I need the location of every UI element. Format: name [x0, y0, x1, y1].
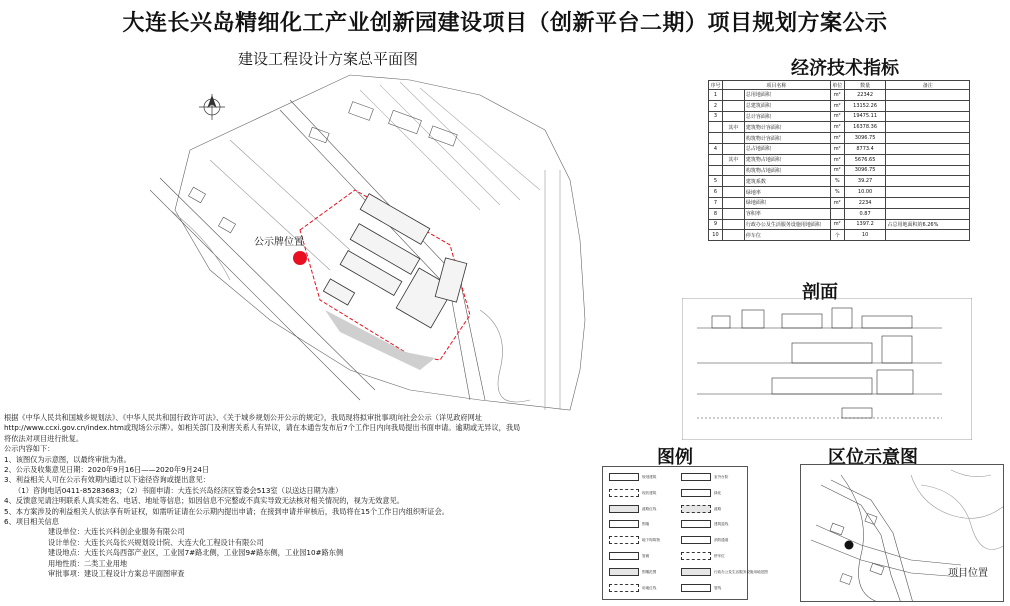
- legend-label: 行政办公及生活服务设施用地范围: [714, 569, 768, 574]
- legend-symbol: [681, 489, 711, 497]
- notice-line: 将依法对项目进行批复。: [4, 433, 84, 443]
- legend-label: 管廊: [642, 554, 650, 558]
- legend-label: 消防通道: [714, 538, 729, 543]
- notice-subitem: （1）咨询电话0411-85283683；（2）书面申请：大连长兴岛经济区管委会513室（以送达日期为准）: [14, 485, 343, 495]
- notice-board-marker: [293, 251, 307, 265]
- row-no-cell: [709, 122, 723, 133]
- row-sub-cell: [722, 100, 744, 111]
- row-name-cell: 绿地率: [744, 187, 830, 198]
- table-row: [709, 154, 970, 165]
- table-row: [709, 100, 970, 111]
- row-no-cell: 10: [709, 230, 723, 241]
- table-row: [709, 143, 970, 154]
- row-sub-cell: [722, 143, 744, 154]
- public-notice-text: [4, 413, 604, 580]
- row-no-cell: 5: [709, 176, 723, 187]
- legend-symbol: [609, 520, 639, 528]
- row-name-cell: 停车位: [744, 230, 830, 241]
- row-remark-cell: [886, 133, 970, 144]
- location-map-drawing: [801, 465, 1004, 602]
- row-remark-cell: [886, 90, 970, 101]
- section-drawing: [682, 298, 972, 440]
- notice-item: 1、该图仅为示意图，以最终审批为准。: [4, 454, 131, 464]
- row-name-cell: 建筑物计容面积: [744, 122, 830, 133]
- row-value-cell: 10: [844, 230, 886, 241]
- row-name-cell: 建筑物占地面积: [744, 154, 830, 165]
- row-sub-cell: [722, 165, 744, 176]
- row-value-cell: 3096.75: [844, 165, 886, 176]
- legend-label: 道路红线: [642, 506, 657, 511]
- notice-item: 6、项目相关信息: [4, 517, 59, 527]
- row-value-cell: 19475.11: [844, 111, 886, 122]
- row-no-cell: 9: [709, 219, 723, 230]
- north-arrow-icon: [199, 94, 225, 120]
- legend-symbol: [609, 536, 639, 544]
- legend-symbol: [681, 473, 711, 481]
- row-value-cell: 16378.36: [844, 122, 886, 133]
- table-row: [709, 133, 970, 144]
- row-value-cell: 0.87: [844, 208, 886, 219]
- row-no-cell: 3: [709, 111, 723, 122]
- row-sub-cell: 其中: [722, 154, 744, 165]
- legend-symbol: [609, 473, 639, 481]
- notice-item: 4、反馈意见请注明联系人真实姓名、电话、地址等信息；如因信息不完整或不真实导致无法核对相关情况的，视为无效意见。: [4, 496, 404, 506]
- table-row: [709, 219, 970, 230]
- row-sub-cell: [722, 230, 744, 241]
- legend-title: 图例: [657, 447, 693, 468]
- location-map: [800, 464, 1004, 602]
- row-no-cell: 2: [709, 100, 723, 111]
- project-info-location: 建设地点：大连长兴岛西部产业区，工业园7#路北侧，工业园9#路东侧，工业园10#路东侧: [48, 548, 344, 558]
- row-name-cell: 总占地面积: [744, 143, 830, 154]
- legend-symbol: [681, 552, 711, 560]
- notice-item: 2、公示及收集意见日期：2020年9月16日——2020年9月24日: [4, 465, 210, 475]
- header-name: 项目名称: [722, 81, 830, 90]
- notice-board-label: 公示牌位置: [254, 237, 304, 248]
- row-no-cell: 1: [709, 90, 723, 101]
- table-row: [709, 197, 970, 208]
- legend-label: 围墙: [642, 522, 650, 527]
- legend-label: 建筑退线: [714, 522, 729, 527]
- header-no: 序号: [710, 82, 721, 89]
- project-info-land-use: 用地性质：二类工业用地: [48, 558, 128, 568]
- row-no-cell: [709, 133, 723, 144]
- project-location-label: 项目位置: [948, 568, 988, 579]
- row-sub-cell: [722, 187, 744, 198]
- row-remark-cell: [886, 143, 970, 154]
- economic-indicators-title: 经济技术指标: [791, 58, 899, 79]
- project-info-designer: 设计单位：大连长兴岛长兴规划设计院、大连大化工程设计有限公司: [48, 537, 264, 547]
- row-remark-cell: [886, 100, 970, 111]
- row-unit-cell: m²: [830, 122, 844, 133]
- row-remark-cell: 占总用地面积的6.26%: [886, 219, 970, 230]
- row-sub-cell: [722, 219, 744, 230]
- row-name-cell: 构筑物占地面积: [744, 165, 830, 176]
- row-sub-cell: [722, 90, 744, 101]
- row-no-cell: [709, 154, 723, 165]
- legend-label: 停车位: [714, 554, 725, 558]
- legend-symbol: [609, 568, 639, 576]
- legend-symbol: [609, 584, 639, 592]
- notice-heading: 公示内容如下：: [4, 444, 55, 454]
- row-no-cell: 7: [709, 197, 723, 208]
- economic-indicators-table: [708, 80, 970, 241]
- row-unit-cell: m²: [830, 219, 844, 230]
- row-name-cell: 总计容面积: [744, 111, 830, 122]
- row-name-cell: 总建筑面积: [744, 100, 830, 111]
- row-remark-cell: [886, 122, 970, 133]
- location-map-title: 区位示意图: [828, 447, 918, 468]
- row-value-cell: 5676.65: [844, 154, 886, 165]
- row-remark-cell: [886, 187, 970, 198]
- table-row: [709, 165, 970, 176]
- legend-symbol: [609, 505, 639, 513]
- site-plan-title: 建设工程设计方案总平面图: [237, 50, 418, 68]
- row-remark-cell: [886, 154, 970, 165]
- table-row: [709, 230, 970, 241]
- row-name-cell: 总用地面积: [744, 90, 830, 101]
- row-remark-cell: [886, 165, 970, 176]
- notice-url-line: http://www.ccxi.gov.cn/index.htm或现场公示牌）。如相关部门及利害关系人有异议，请在本通告发布后7个工作日内向我局提出书面申请。逾期或无异议，我局: [4, 423, 521, 433]
- row-unit-cell: m²: [830, 90, 844, 101]
- legend-symbol: [681, 584, 711, 592]
- row-unit-cell: %: [830, 176, 844, 187]
- row-unit-cell: m²: [830, 154, 844, 165]
- table-row: [709, 176, 970, 187]
- row-unit-cell: [830, 208, 844, 219]
- table-header-row: [709, 81, 970, 90]
- row-value-cell: 22342: [844, 90, 886, 101]
- row-unit-cell: m²: [830, 111, 844, 122]
- header-unit: 单位: [832, 82, 843, 89]
- row-value-cell: 10.00: [844, 187, 886, 198]
- row-value-cell: 13152.26: [844, 100, 886, 111]
- legend-symbol: [609, 552, 639, 560]
- legend-symbol: [681, 505, 711, 513]
- legend-label: 现状建筑: [642, 490, 657, 495]
- row-sub-cell: 其中: [722, 122, 744, 133]
- row-no-cell: 4: [709, 143, 723, 154]
- row-no-cell: 8: [709, 208, 723, 219]
- row-name-cell: 绿地面积: [744, 197, 830, 208]
- legend-label: 道路: [714, 506, 722, 511]
- page-title: 大连长兴岛精细化工产业创新园建设项目（创新平台二期）项目规划方案公示: [122, 11, 888, 36]
- row-value-cell: 39.27: [844, 176, 886, 187]
- row-unit-cell: 个: [830, 230, 844, 241]
- row-value-cell: 3096.75: [844, 133, 886, 144]
- row-unit-cell: m²: [830, 143, 844, 154]
- row-value-cell: 1397.2: [844, 219, 886, 230]
- row-remark-cell: [886, 111, 970, 122]
- notice-item: 3、利益相关人可在公示有效期内通过以下途径咨询或提出意见：: [4, 475, 210, 485]
- row-unit-cell: m²: [830, 100, 844, 111]
- row-sub-cell: [722, 208, 744, 219]
- row-unit-cell: %: [830, 187, 844, 198]
- row-remark-cell: [886, 176, 970, 187]
- legend-label: 围堰范围: [642, 569, 657, 574]
- row-sub-cell: [722, 197, 744, 208]
- legend-label: 地下构筑物: [642, 538, 660, 543]
- legend-label: 用地红线: [642, 585, 657, 590]
- legend-label: 管线: [714, 585, 722, 590]
- row-remark-cell: [886, 208, 970, 219]
- legend-symbol: [681, 568, 711, 576]
- notice-item: 5、本方案涉及的利益相关人依法享有听证权，如需听证请在公示期内提出申请；在接到申请并审核后，我局将在15个工作日内组织听证会。: [4, 506, 449, 516]
- row-sub-cell: [722, 111, 744, 122]
- row-no-cell: 6: [709, 187, 723, 198]
- row-remark-cell: [886, 230, 970, 241]
- row-name-cell: 建筑系数: [744, 176, 830, 187]
- row-sub-cell: [722, 133, 744, 144]
- row-name-cell: 行政办公及生活服务设施用地面积: [744, 219, 830, 230]
- table-row: [709, 111, 970, 122]
- row-value-cell: 2234: [844, 197, 886, 208]
- notice-line: 根据《中华人民共和国城乡规划法》、《中华人民共和国行政许可法》、《关于城乡规划公开公示的规定》，我局现将拟审批事项向社会公示（详见政府网址: [4, 413, 482, 422]
- table-row: [709, 208, 970, 219]
- legend-symbol: [681, 520, 711, 528]
- legend-symbol: [681, 536, 711, 544]
- legend-label: 规划建筑: [642, 475, 657, 479]
- legend-box: [602, 466, 768, 600]
- site-plan-drawing: [150, 70, 650, 415]
- legend-symbol: [609, 489, 639, 497]
- row-unit-cell: m²: [830, 197, 844, 208]
- project-location-marker: [845, 541, 854, 550]
- row-no-cell: [709, 165, 723, 176]
- table-row: [709, 90, 970, 101]
- legend-label: 绿化: [714, 490, 722, 495]
- row-unit-cell: m²: [830, 165, 844, 176]
- section-title: 剖面: [802, 282, 838, 303]
- row-value-cell: 8773.4: [844, 143, 886, 154]
- legend-label: 室外台阶: [714, 475, 729, 479]
- row-remark-cell: [886, 197, 970, 208]
- row-name-cell: 构筑物计容面积: [744, 133, 830, 144]
- row-sub-cell: [722, 176, 744, 187]
- header-value: 数量: [844, 81, 886, 90]
- table-row: [709, 187, 970, 198]
- row-unit-cell: m²: [830, 133, 844, 144]
- project-info-approval: 审批事项：建设工程设计方案总平面图审查: [48, 569, 185, 579]
- table-row: [709, 122, 970, 133]
- header-remark: 备注: [886, 81, 970, 90]
- project-info-builder: 建设单位：大连长兴科创企业服务有限公司: [48, 527, 185, 537]
- row-name-cell: 容积率: [744, 208, 830, 219]
